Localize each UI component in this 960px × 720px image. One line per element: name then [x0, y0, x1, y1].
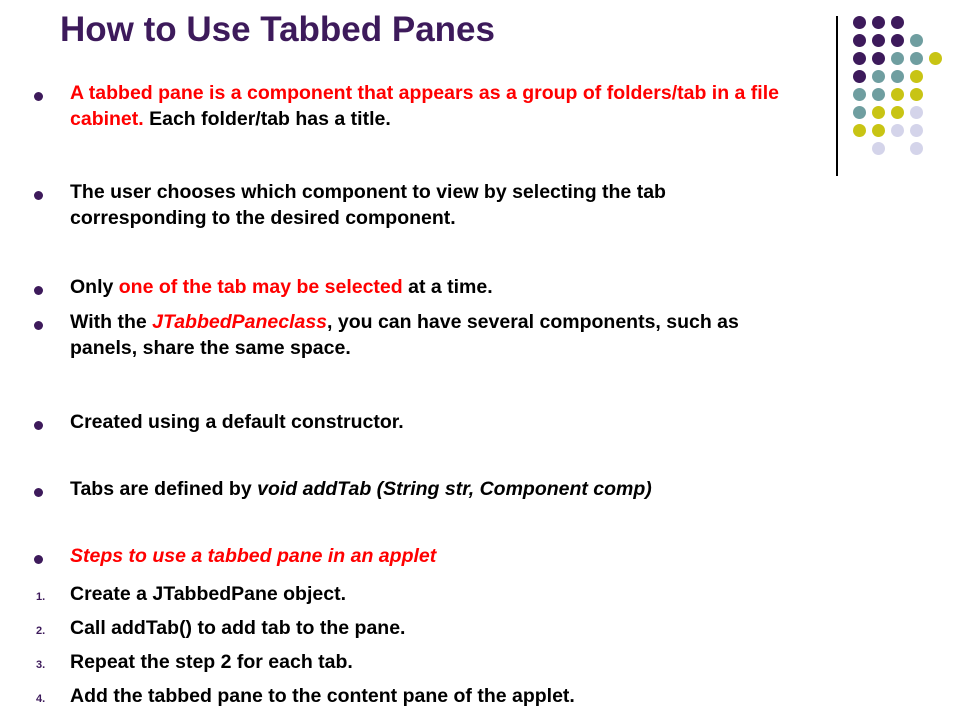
decorative-dot — [891, 16, 904, 29]
bullet-marker — [34, 321, 43, 330]
step-number: 3. — [36, 659, 46, 671]
decorative-dot — [929, 52, 942, 65]
bullet-text: Created using a default constructor. — [70, 411, 404, 433]
bullet-text: at a time. — [402, 276, 493, 298]
bullet-marker — [34, 286, 43, 295]
decorative-dot — [891, 52, 904, 65]
decorative-dot — [872, 52, 885, 65]
bullet-text: With the — [70, 311, 153, 333]
decorative-dot — [910, 52, 923, 65]
decorative-dot — [910, 142, 923, 155]
bullet-text-red: A tabbed pane is a component that appears as a group of folders/tab in a file — [70, 82, 779, 104]
bullet-text: Tabs are defined by — [70, 478, 258, 500]
bullet-marker — [34, 92, 43, 101]
bullet-tabbed-pane-definition — [70, 80, 950, 132]
bullet-addtab-method — [70, 476, 950, 502]
step-number: 2. — [36, 625, 46, 637]
decorative-dot — [872, 16, 885, 29]
bullet-text: Each folder/tab has a title. — [143, 108, 391, 130]
step-number: 4. — [36, 693, 46, 705]
step-item: Add the tabbed pane to the content pane of the applet. — [70, 685, 575, 707]
bullet-user-chooses — [70, 179, 950, 231]
decorative-dot — [891, 34, 904, 47]
steps-heading-text: Steps to use a tabbed pane in an applet — [70, 545, 437, 567]
decorative-dot — [872, 34, 885, 47]
bullet-text: , you can have several components, such as — [327, 311, 739, 333]
bullet-text: The user chooses which component to view by selecting the tab — [70, 181, 666, 203]
bullet-text: panels, share the same space. — [70, 337, 351, 359]
bullet-text-red: one of the tab may be selected — [118, 276, 403, 298]
method-signature-text: void addTab (String str, Component comp) — [257, 478, 652, 500]
bullet-text: Only — [70, 276, 119, 298]
decorative-dot — [872, 142, 885, 155]
bullet-marker — [34, 191, 43, 200]
bullet-default-constructor — [70, 409, 950, 435]
decorative-dot — [853, 52, 866, 65]
bullet-jtabbedpane-class — [70, 309, 950, 361]
bullet-steps-heading — [70, 543, 950, 569]
step-item: Call addTab() to add tab to the pane. — [70, 617, 406, 639]
step-number: 1. — [36, 591, 46, 603]
decorative-dot — [853, 16, 866, 29]
bullet-text-red: cabinet. — [70, 108, 144, 130]
step-item: Create a JTabbedPane object. — [70, 583, 346, 605]
bullet-marker — [34, 555, 43, 564]
bullet-only-one-tab — [70, 274, 950, 300]
bullet-marker — [34, 488, 43, 497]
bullet-marker — [34, 421, 43, 430]
decorative-dot — [853, 34, 866, 47]
class-name-text: JTabbedPaneclass — [152, 311, 328, 333]
bullet-text: corresponding to the desired component. — [70, 207, 456, 229]
step-item: Repeat the step 2 for each tab. — [70, 651, 353, 673]
slide-title: How to Use Tabbed Panes — [60, 10, 495, 49]
decorative-dot — [910, 34, 923, 47]
